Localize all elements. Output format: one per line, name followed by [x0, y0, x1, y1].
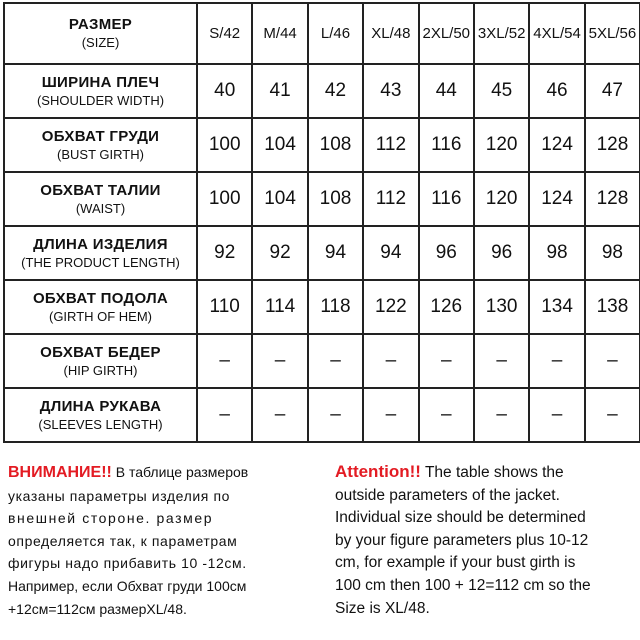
measurement-row — [4, 118, 640, 172]
row-label-ru: ОБХВАТ ПОДОЛА — [32, 289, 169, 307]
value-cell: 94 — [308, 226, 363, 280]
size-header: XL/48 — [363, 3, 418, 64]
value-cell: 108 — [308, 118, 363, 172]
size-header: L/46 — [308, 3, 363, 64]
note-en-line: 100 cm then 100 + 12=112 cm so the — [335, 576, 591, 594]
row-label-cell — [4, 64, 197, 118]
value-cell: 112 — [363, 172, 418, 226]
size-header: 2XL/50 — [419, 3, 474, 64]
measurement-row — [4, 64, 640, 118]
header-label-en: (SIZE) — [81, 35, 120, 50]
size-table — [3, 2, 640, 443]
measurement-row — [4, 280, 640, 334]
row-label-cell — [4, 388, 197, 442]
value-cell: 130 — [474, 280, 529, 334]
value-cell: 43 — [363, 64, 418, 118]
row-label-ru: ДЛИНА РУКАВА — [39, 397, 162, 415]
value-cell: 92 — [197, 226, 252, 280]
attention-en: Attention!! — [335, 462, 421, 481]
size-header: 5XL/56 — [585, 3, 640, 64]
value-cell: 42 — [308, 64, 363, 118]
note-russian — [8, 461, 318, 620]
measurement-row — [4, 334, 640, 388]
measurement-row — [4, 172, 640, 226]
row-label-cell — [4, 280, 197, 334]
row-label-cell — [4, 226, 197, 280]
value-cell: 138 — [585, 280, 640, 334]
header-label-cell — [4, 3, 197, 64]
size-header: M/44 — [252, 3, 307, 64]
value-cell: 124 — [529, 118, 584, 172]
value-cell: 116 — [419, 172, 474, 226]
value-cell: 120 — [474, 118, 529, 172]
header-row — [4, 3, 640, 64]
value-cell: – — [197, 334, 252, 388]
row-label-en: (WAIST) — [75, 200, 126, 216]
size-header: 4XL/54 — [529, 3, 584, 64]
value-cell: – — [419, 388, 474, 442]
size-header: S/42 — [197, 3, 252, 64]
value-cell: 41 — [252, 64, 307, 118]
value-cell: 118 — [308, 280, 363, 334]
size-table-body — [4, 3, 640, 442]
measurement-row — [4, 388, 640, 442]
value-cell: 40 — [197, 64, 252, 118]
value-cell: 128 — [585, 172, 640, 226]
value-cell: – — [252, 334, 307, 388]
row-label-en: (HIP GIRTH) — [63, 362, 138, 378]
value-cell: 112 — [363, 118, 418, 172]
note-en-line: Individual size should be determined — [335, 509, 586, 527]
value-cell: 100 — [197, 118, 252, 172]
value-cell: – — [363, 388, 418, 442]
value-cell: 120 — [474, 172, 529, 226]
row-label-en: (GIRTH OF HEM) — [48, 308, 153, 324]
value-cell: – — [308, 334, 363, 388]
size-header: 3XL/52 — [474, 3, 529, 64]
value-cell: 98 — [529, 226, 584, 280]
value-cell: – — [585, 334, 640, 388]
attention-ru: ВНИМАНИЕ!! — [8, 464, 112, 481]
value-cell: 45 — [474, 64, 529, 118]
value-cell: 98 — [585, 226, 640, 280]
value-cell: 100 — [197, 172, 252, 226]
row-label-cell — [4, 118, 197, 172]
value-cell: – — [474, 388, 529, 442]
value-cell: 114 — [252, 280, 307, 334]
value-cell: – — [474, 334, 529, 388]
row-label-ru: ОБХВАТ БЕДЕР — [40, 343, 161, 361]
note-ru-line: определяется так, к параметрам — [8, 532, 238, 549]
value-cell: 104 — [252, 118, 307, 172]
note-ru-line: внешней стороне. размер — [8, 510, 214, 527]
row-label-ru: ШИРИНА ПЛЕЧ — [41, 73, 160, 91]
value-cell: – — [529, 388, 584, 442]
value-cell: 96 — [419, 226, 474, 280]
value-cell: – — [419, 334, 474, 388]
value-cell: 96 — [474, 226, 529, 280]
note-ru-line: В таблице размеров — [111, 464, 249, 480]
row-label-en: (SHOULDER WIDTH) — [36, 92, 165, 108]
note-en-line: by your figure parameters plus 10-12 — [335, 531, 589, 549]
note-ru-line: указаны параметры изделия по — [8, 487, 231, 504]
note-en-line: The table shows the — [420, 464, 564, 481]
value-cell: 92 — [252, 226, 307, 280]
value-cell: 122 — [363, 280, 418, 334]
notes-section — [0, 441, 640, 640]
value-cell: 134 — [529, 280, 584, 334]
note-en-line: cm, for example if your bust girth is — [335, 554, 576, 572]
note-en-line: Size is XL/48. — [335, 599, 430, 617]
row-label-cell — [4, 334, 197, 388]
value-cell: 126 — [419, 280, 474, 334]
note-en-line: outside parameters of the jacket. — [335, 486, 560, 504]
note-english — [335, 461, 635, 620]
note-ru-line: +12см=112см размерXL/48. — [8, 600, 187, 617]
value-cell: – — [585, 388, 640, 442]
value-cell: 108 — [308, 172, 363, 226]
value-cell: 116 — [419, 118, 474, 172]
measurement-row — [4, 226, 640, 280]
value-cell: – — [197, 388, 252, 442]
value-cell: 124 — [529, 172, 584, 226]
header-label-ru: РАЗМЕР — [68, 16, 133, 33]
value-cell: – — [529, 334, 584, 388]
value-cell: 110 — [197, 280, 252, 334]
note-ru-line: Например, если Обхват груди 100см — [8, 577, 247, 594]
row-label-cell — [4, 172, 197, 226]
value-cell: 104 — [252, 172, 307, 226]
row-label-en: (SLEEVES LENGTH) — [38, 416, 163, 432]
value-cell: – — [252, 388, 307, 442]
value-cell: 46 — [529, 64, 584, 118]
value-cell: – — [308, 388, 363, 442]
row-label-ru: ОБХВАТ ГРУДИ — [41, 127, 160, 145]
row-label-ru: ОБХВАТ ТАЛИИ — [40, 181, 161, 199]
note-ru-line: фигуры надо прибавить 10 -12см. — [8, 555, 247, 572]
value-cell: – — [363, 334, 418, 388]
value-cell: 47 — [585, 64, 640, 118]
value-cell: 128 — [585, 118, 640, 172]
row-label-en: (THE PRODUCT LENGTH) — [21, 254, 180, 270]
row-label-en: (BUST GIRTH) — [57, 146, 144, 162]
value-cell: 94 — [363, 226, 418, 280]
row-label-ru: ДЛИНА ИЗДЕЛИЯ — [33, 235, 168, 253]
value-cell: 44 — [419, 64, 474, 118]
